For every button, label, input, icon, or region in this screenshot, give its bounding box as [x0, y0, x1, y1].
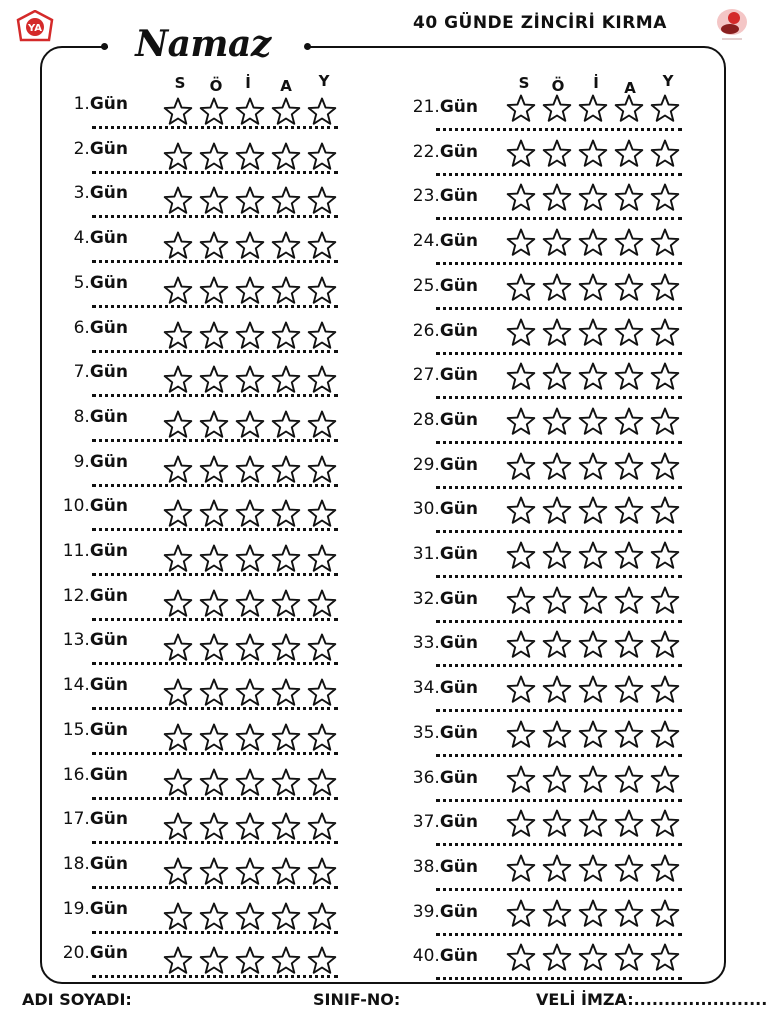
- day-number: 5.: [73, 272, 90, 293]
- star-ogle-icon[interactable]: [541, 585, 573, 617]
- star-sabah-icon[interactable]: [505, 138, 537, 170]
- day-number: 26.: [412, 320, 440, 341]
- day-number: 39.: [412, 901, 440, 922]
- day-word: Gün: [439, 409, 478, 430]
- parent-signature-label: VELİ İMZA:......................: [536, 990, 768, 1009]
- prayer-header-yatsi: Y: [662, 72, 674, 90]
- dotted-line: [436, 307, 682, 310]
- day-number: 22.: [412, 141, 440, 162]
- day-number: 30.: [412, 499, 440, 520]
- star-aksam-icon[interactable]: [613, 629, 645, 661]
- day-word: Gün: [439, 812, 478, 833]
- day-word: Gün: [439, 633, 478, 654]
- prayer-header-ikindi: İ: [245, 74, 251, 92]
- day-word: Gün: [89, 406, 128, 427]
- day-label: [413, 142, 478, 162]
- day-word: Gün: [89, 943, 128, 964]
- star-ikindi-icon[interactable]: [577, 898, 609, 930]
- day-number: 1.: [73, 94, 90, 114]
- star-sabah-icon[interactable]: [505, 629, 537, 661]
- day-number: 27.: [412, 365, 440, 386]
- day-label: [413, 723, 478, 743]
- star-aksam-icon[interactable]: [613, 227, 645, 259]
- title-dot-left: [101, 43, 108, 50]
- star-ikindi-icon[interactable]: [577, 138, 609, 170]
- day-row: [0, 499, 768, 543]
- ya-logo: [16, 10, 54, 44]
- day-number: 13.: [62, 630, 90, 651]
- day-word: Gün: [89, 853, 128, 874]
- star-ogle-icon[interactable]: [541, 451, 573, 483]
- star-ogle-icon[interactable]: [541, 540, 573, 572]
- dotted-line: [436, 799, 682, 802]
- star-aksam-icon[interactable]: [613, 182, 645, 214]
- star-yatsi-icon[interactable]: [649, 942, 681, 974]
- day-row: [0, 231, 768, 275]
- dotted-line: [436, 888, 682, 891]
- day-row: [0, 946, 768, 990]
- star-sabah-icon[interactable]: [505, 182, 537, 214]
- star-aksam-icon[interactable]: [613, 540, 645, 572]
- star-ogle-icon[interactable]: [541, 808, 573, 840]
- day-row: [0, 678, 768, 722]
- day-number: 35.: [412, 722, 440, 743]
- day-word: Gün: [439, 320, 478, 341]
- star-aksam-icon[interactable]: [613, 317, 645, 349]
- star-yatsi-icon[interactable]: [649, 719, 681, 751]
- prayer-headers-right: [510, 72, 690, 97]
- day-label: [413, 812, 478, 832]
- star-yatsi-icon[interactable]: [649, 808, 681, 840]
- day-word: Gün: [439, 97, 478, 117]
- day-word: Gün: [89, 183, 128, 204]
- day-number: 28.: [412, 409, 440, 430]
- day-row: [0, 768, 768, 812]
- day-word: Gün: [89, 317, 128, 338]
- day-word: Gün: [439, 275, 478, 296]
- day-row: [0, 812, 768, 856]
- day-row: [0, 902, 768, 946]
- day-number: 21.: [412, 97, 440, 117]
- day-number: 40.: [412, 946, 440, 967]
- dotted-line: [436, 575, 682, 578]
- star-ikindi-icon[interactable]: [577, 719, 609, 751]
- day-number: 7.: [73, 362, 90, 383]
- star-sabah-icon[interactable]: [505, 93, 537, 125]
- day-row: [0, 633, 768, 677]
- day-word: Gün: [439, 499, 478, 520]
- day-number: 18.: [62, 853, 90, 874]
- star-sabah-icon[interactable]: [505, 361, 537, 393]
- dotted-line: [436, 396, 682, 399]
- day-word: Gün: [89, 898, 128, 919]
- day-number: 38.: [412, 856, 440, 877]
- dotted-line: [436, 530, 682, 533]
- star-ogle-icon[interactable]: [541, 182, 573, 214]
- star-ogle-icon[interactable]: [541, 629, 573, 661]
- star-ogle-icon[interactable]: [541, 853, 573, 885]
- star-aksam-icon[interactable]: [613, 406, 645, 438]
- day-word: Gün: [439, 856, 478, 877]
- star-sabah-icon[interactable]: [505, 808, 537, 840]
- prayer-headers-left: [164, 74, 344, 94]
- dotted-line: [436, 173, 682, 176]
- star-yatsi-icon[interactable]: [649, 317, 681, 349]
- day-label: [413, 276, 478, 296]
- day-number: 6.: [73, 317, 90, 338]
- star-ikindi-icon[interactable]: [577, 942, 609, 974]
- star-aksam-icon[interactable]: [613, 674, 645, 706]
- star-ikindi-icon[interactable]: [577, 674, 609, 706]
- prayer-header-ikindi: İ: [593, 74, 599, 92]
- dotted-line: [436, 620, 682, 623]
- day-label: [413, 589, 478, 609]
- prayer-header-sabah: S: [518, 74, 530, 92]
- prayer-header-yatsi: Y: [318, 72, 330, 90]
- star-sabah-icon[interactable]: [505, 495, 537, 527]
- star-sabah-icon[interactable]: [505, 853, 537, 885]
- day-row: [0, 723, 768, 767]
- day-row: [0, 365, 768, 409]
- day-label: [413, 946, 478, 966]
- star-sabah-icon[interactable]: [505, 585, 537, 617]
- star-aksam-icon[interactable]: [613, 808, 645, 840]
- dotted-line: [436, 352, 682, 355]
- day-number: 15.: [62, 719, 90, 740]
- day-number: 12.: [62, 585, 90, 606]
- star-sabah-icon[interactable]: [505, 719, 537, 751]
- day-label: [413, 455, 478, 475]
- day-word: Gün: [89, 764, 128, 785]
- day-number: 3.: [73, 183, 90, 204]
- star-ogle-icon[interactable]: [541, 93, 573, 125]
- dotted-line: [436, 128, 682, 131]
- day-number: 24.: [412, 231, 440, 252]
- star-ikindi-icon[interactable]: [577, 629, 609, 661]
- star-sabah-icon[interactable]: [505, 898, 537, 930]
- star-sabah-icon[interactable]: [505, 942, 537, 974]
- day-number: 9.: [73, 451, 90, 472]
- day-number: 2.: [73, 138, 90, 159]
- star-ikindi-icon[interactable]: [577, 495, 609, 527]
- star-sabah-icon[interactable]: [505, 227, 537, 259]
- day-word: Gün: [89, 496, 128, 517]
- star-ikindi-icon[interactable]: [577, 808, 609, 840]
- star-ikindi-icon[interactable]: [577, 361, 609, 393]
- day-word: Gün: [89, 228, 128, 249]
- star-ikindi-icon[interactable]: [577, 93, 609, 125]
- worksheet-header-title: 40 GÜNDE ZİNCİRİ KIRMA: [413, 13, 667, 33]
- day-label: [413, 321, 478, 341]
- star-ogle-icon[interactable]: [541, 227, 573, 259]
- star-yatsi-icon[interactable]: [649, 361, 681, 393]
- star-aksam-icon[interactable]: [613, 495, 645, 527]
- day-row: [0, 455, 768, 499]
- star-aksam-icon[interactable]: [613, 361, 645, 393]
- day-row: [0, 410, 768, 454]
- day-word: Gün: [89, 675, 128, 696]
- star-yatsi-icon[interactable]: [649, 540, 681, 572]
- day-row: [0, 857, 768, 901]
- day-word: Gün: [89, 272, 128, 293]
- star-sabah-icon[interactable]: [505, 406, 537, 438]
- day-row: [0, 544, 768, 588]
- day-label: [413, 857, 478, 877]
- star-ogle-icon[interactable]: [541, 898, 573, 930]
- star-yatsi-icon[interactable]: [649, 898, 681, 930]
- dotted-line: [436, 709, 682, 712]
- day-label: [413, 544, 478, 564]
- star-aksam-icon[interactable]: [613, 451, 645, 483]
- day-number: 34.: [412, 678, 440, 699]
- star-aksam-icon[interactable]: [613, 719, 645, 751]
- star-ikindi-icon[interactable]: [577, 585, 609, 617]
- day-label: [413, 633, 478, 653]
- day-number: 8.: [73, 406, 90, 427]
- star-yatsi-icon[interactable]: [649, 674, 681, 706]
- day-word: Gün: [439, 678, 478, 699]
- star-sabah-icon[interactable]: [505, 674, 537, 706]
- day-number: 23.: [412, 186, 440, 207]
- star-aksam-icon[interactable]: [613, 272, 645, 304]
- prayer-header-aksam: A: [280, 77, 292, 95]
- day-label: [413, 410, 478, 430]
- day-number: 16.: [62, 764, 90, 785]
- star-ikindi-icon[interactable]: [577, 182, 609, 214]
- day-label: [413, 499, 478, 519]
- star-ogle-icon[interactable]: [541, 406, 573, 438]
- dotted-line: [436, 486, 682, 489]
- prayer-header-sabah: S: [174, 74, 186, 92]
- star-yatsi-icon[interactable]: [649, 227, 681, 259]
- day-number: 25.: [412, 275, 440, 296]
- day-row: [0, 276, 768, 320]
- dotted-line: [436, 754, 682, 757]
- day-word: Gün: [439, 544, 478, 564]
- star-aksam-icon[interactable]: [613, 764, 645, 796]
- star-ikindi-icon[interactable]: [577, 317, 609, 349]
- star-ogle-icon[interactable]: [541, 317, 573, 349]
- day-number: 10.: [62, 496, 90, 517]
- day-number: 19.: [62, 898, 90, 919]
- class-field-label: SINIF-NO:: [313, 990, 401, 1009]
- dotted-line: [436, 441, 682, 444]
- star-ogle-icon[interactable]: [541, 764, 573, 796]
- day-number: 29.: [412, 454, 440, 475]
- day-label: [413, 365, 478, 385]
- dotted-line: [436, 977, 682, 980]
- day-number: 31.: [412, 544, 440, 564]
- star-yatsi-icon[interactable]: [649, 585, 681, 617]
- star-ogle-icon[interactable]: [541, 674, 573, 706]
- day-number: 20.: [62, 943, 90, 964]
- dotted-line: [436, 262, 682, 265]
- day-word: Gün: [89, 630, 128, 651]
- star-yatsi-icon[interactable]: [649, 406, 681, 438]
- day-word: Gün: [439, 186, 478, 207]
- dotted-line: [436, 217, 682, 220]
- day-label: [413, 186, 478, 206]
- day-word: Gün: [89, 541, 128, 561]
- star-ikindi-icon[interactable]: [577, 272, 609, 304]
- day-number: 32.: [412, 588, 440, 609]
- star-yatsi-icon[interactable]: [649, 93, 681, 125]
- star-ikindi-icon[interactable]: [577, 451, 609, 483]
- svg-text:YA: YA: [27, 23, 43, 34]
- day-word: Gün: [89, 94, 128, 114]
- child-praying-logo: [712, 6, 752, 42]
- day-row: [0, 97, 768, 141]
- name-field-label: ADI SOYADI:: [22, 990, 132, 1009]
- day-word: Gün: [439, 365, 478, 386]
- star-sabah-icon[interactable]: [505, 540, 537, 572]
- day-word: Gün: [439, 722, 478, 743]
- day-word: Gün: [439, 231, 478, 252]
- star-aksam-icon[interactable]: [613, 898, 645, 930]
- star-yatsi-icon[interactable]: [649, 138, 681, 170]
- day-label: [413, 678, 478, 698]
- day-number: 33.: [412, 633, 440, 654]
- star-yatsi-icon[interactable]: [649, 495, 681, 527]
- star-ikindi-icon[interactable]: [577, 540, 609, 572]
- star-sabah-icon[interactable]: [505, 764, 537, 796]
- title-dot-right: [304, 43, 311, 50]
- star-sabah-icon[interactable]: [505, 272, 537, 304]
- day-word: Gün: [89, 809, 128, 830]
- star-aksam-icon[interactable]: [613, 585, 645, 617]
- day-number: 4.: [73, 228, 90, 249]
- star-aksam-icon[interactable]: [613, 853, 645, 885]
- day-row: [0, 142, 768, 186]
- star-yatsi-icon[interactable]: [649, 764, 681, 796]
- day-word: Gün: [439, 901, 478, 922]
- day-word: Gün: [89, 719, 128, 740]
- prayer-header-aksam: A: [624, 79, 636, 97]
- day-number: 37.: [412, 812, 440, 833]
- star-ogle-icon[interactable]: [541, 361, 573, 393]
- star-yatsi-icon[interactable]: [649, 182, 681, 214]
- prayer-header-ogle: Ö: [551, 77, 565, 95]
- star-ikindi-icon[interactable]: [577, 853, 609, 885]
- day-word: Gün: [439, 141, 478, 162]
- dotted-line: [436, 664, 682, 667]
- star-aksam-icon[interactable]: [613, 93, 645, 125]
- day-word: Gün: [89, 451, 128, 472]
- star-ogle-icon[interactable]: [541, 138, 573, 170]
- star-sabah-icon[interactable]: [505, 317, 537, 349]
- day-word: Gün: [439, 454, 478, 475]
- star-yatsi-icon[interactable]: [649, 272, 681, 304]
- day-number: 36.: [412, 767, 440, 788]
- day-row: [0, 186, 768, 230]
- star-ogle-icon[interactable]: [541, 719, 573, 751]
- star-yatsi-icon[interactable]: [649, 853, 681, 885]
- star-aksam-icon[interactable]: [613, 138, 645, 170]
- day-word: Gün: [439, 767, 478, 788]
- star-ogle-icon[interactable]: [541, 495, 573, 527]
- day-row: [0, 321, 768, 365]
- day-word: Gün: [89, 585, 128, 606]
- day-label: [413, 902, 478, 922]
- sheet-title: Namaz: [135, 23, 271, 65]
- star-yatsi-icon[interactable]: [649, 629, 681, 661]
- star-ogle-icon[interactable]: [541, 272, 573, 304]
- star-aksam-icon[interactable]: [613, 942, 645, 974]
- day-word: Gün: [89, 362, 128, 383]
- day-number: 11.: [62, 541, 90, 561]
- day-label: [413, 768, 478, 788]
- star-ikindi-icon[interactable]: [577, 406, 609, 438]
- day-word: Gün: [439, 588, 478, 609]
- star-ikindi-icon[interactable]: [577, 227, 609, 259]
- dotted-line: [436, 843, 682, 846]
- day-number: 17.: [62, 809, 90, 830]
- day-number: 14.: [62, 675, 90, 696]
- day-word: Gün: [439, 946, 478, 967]
- day-word: Gün: [89, 138, 128, 159]
- star-yatsi-icon[interactable]: [649, 451, 681, 483]
- star-ikindi-icon[interactable]: [577, 764, 609, 796]
- star-sabah-icon[interactable]: [505, 451, 537, 483]
- day-label: [413, 231, 478, 251]
- day-row: [0, 589, 768, 633]
- day-label: [413, 97, 478, 117]
- star-ogle-icon[interactable]: [541, 942, 573, 974]
- dotted-line: [436, 933, 682, 936]
- prayer-header-ogle: Ö: [209, 77, 223, 95]
